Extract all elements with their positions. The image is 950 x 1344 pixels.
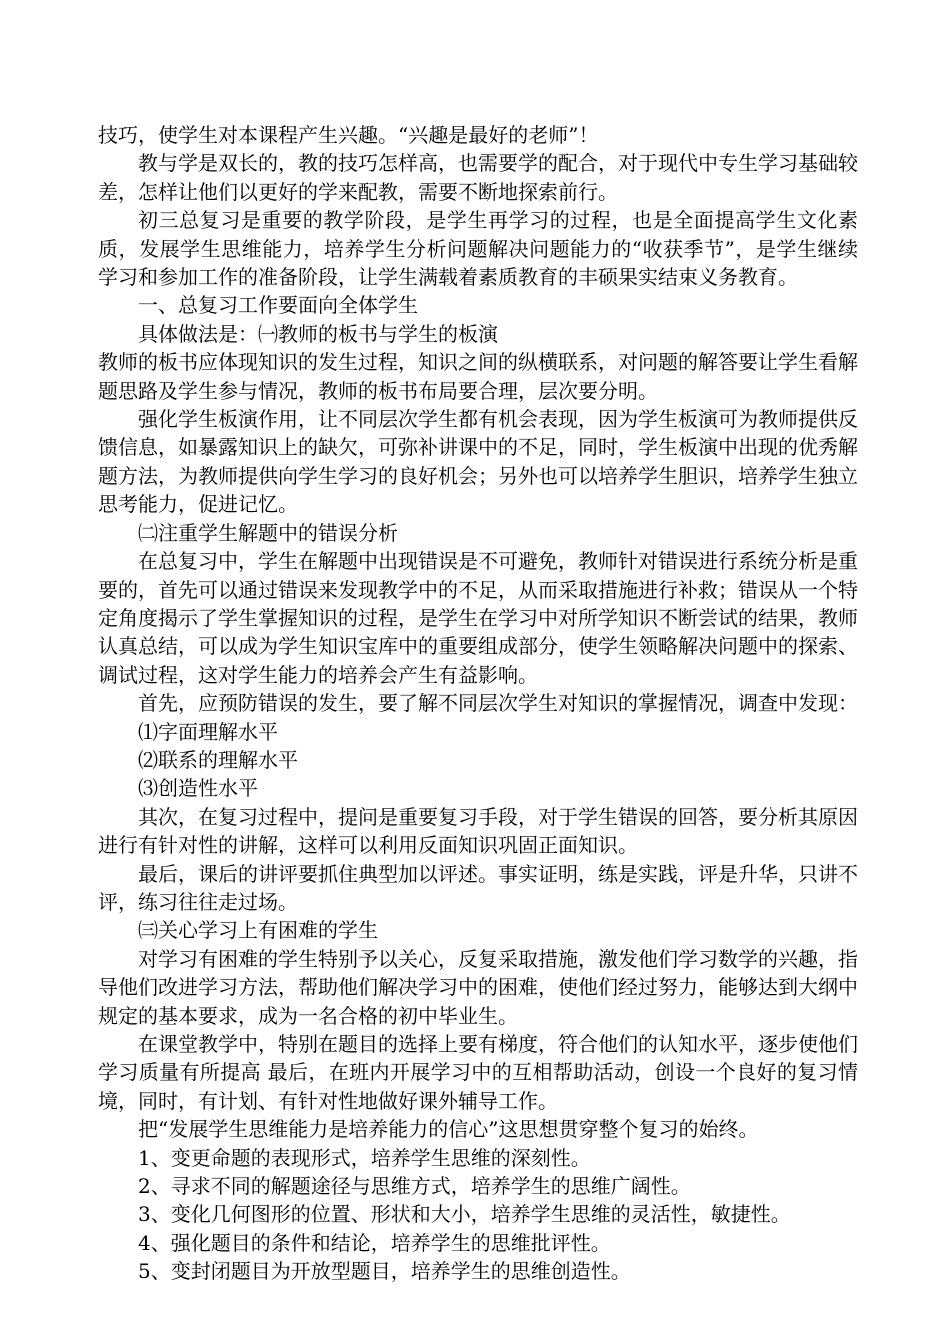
subheading-struggling-students: ㈢关心学习上有困难的学生: [138, 918, 378, 943]
paragraph-continuation: 技巧，使学生对本课程产生兴趣。“兴趣是最好的老师”！: [98, 123, 599, 147]
document-body: [98, 121, 858, 1286]
paragraph-classroom-teaching: 在课堂教学中，特别在题目的选择上要有梯度，符合他们的认知水平，逐步使他们学习质量有所提高 最后，在班内开展学习中的互相帮助活动，创设一个良好的复习情境，同时，有计划、有针对性地做好课外辅导工作。: [98, 1032, 858, 1113]
paragraph-care-struggling: 对学习有困难的学生特别予以关心，反复采取措施，激发他们学习数学的兴趣，指导他们改进学习方法，帮助他们解决学习中的困难，使他们经过努力，能够达到大纲中规定的基本要求，成为一名合格的初中毕业生。: [98, 946, 858, 1028]
paragraph-thinking-ability: 把“发展学生思维能力是培养能力的信心”这思想贯穿整个复习的始终。: [138, 1117, 759, 1142]
subheading-board-writing: 具体做法是：㈠教师的板书与学生的板演: [138, 321, 498, 346]
list-item-level-3: ⑶创造性水平: [138, 776, 258, 801]
paragraph-after-class-review: 最后，课后的讲评要抓住典型加以评述。事实证明，练是实践，评是升华，只讲不评，练习往往走过场。: [98, 861, 858, 914]
numbered-item-1: 1、变更命题的表现形式，培养学生思维的深刻性。: [138, 1145, 591, 1170]
paragraph-student-board-demo: 强化学生板演作用，让不同层次学生都有机会表现，因为学生板演可为教师提供反馈信息，如暴露知识上的缺欠，可弥补讲课中的不足，同时，学生板演中出现的优秀解题方法，为教师提供向学生学习的良好机会；另外也可以培养学生胆识，培养学生独立思考能力，促进记忆。: [98, 407, 858, 517]
numbered-item-2: 2、寻求不同的解题途径与思维方式，培养学生的思维广阔性。: [138, 1174, 691, 1199]
paragraph-teaching-cooperation: 教与学是双长的，教的技巧怎样高，也需要学的配合，对于现代中专生学习基础较差，怎样让他们以更好的学来配教，需要不断地探索前行。: [98, 151, 858, 204]
numbered-item-4: 4、强化题目的条件和结论，培养学生的思维批评性。: [138, 1230, 611, 1255]
paragraph-review-importance: 初三总复习是重要的教学阶段，是学生再学习的过程，也是全面提高学生文化素质，发展学生思维能力，培养学生分析问题解决问题能力的“收获季节”，是学生继续学习和参加工作的准备阶段，让学生满载着素质教育的丰硕果实结束义务教育。: [98, 208, 858, 290]
subheading-error-analysis: ㈡注重学生解题中的错误分析: [138, 520, 398, 545]
numbered-item-3: 3、变化几何图形的位置、形状和大小，培养学生思维的灵活性，敏捷性。: [138, 1202, 791, 1227]
list-item-level-2: ⑵联系的理解水平: [138, 747, 298, 772]
numbered-item-5: 5、变封闭题目为开放型题目，培养学生的思维创造性。: [138, 1259, 631, 1284]
paragraph-board-writing: 教师的板书应体现知识的发生过程，知识之间的纵横联系，对问题的解答要让学生看解题思路及学生参与情况，教师的板书布局要合理，层次要分明。: [98, 350, 858, 403]
list-item-level-1: ⑴字面理解水平: [138, 719, 278, 744]
paragraph-prevent-errors: 首先，应预防错误的发生，要了解不同层次学生对知识的掌握情况，调查中发现：: [138, 691, 858, 716]
paragraph-error-analysis: 在总复习中，学生在解题中出现错误是不可避免，教师针对错误进行系统分析是重要的，首先可以通过错误来发现教学中的不足，从而采取措施进行补救；错误从一个特定角度揭示了学生掌握知识的过程，是学生在学习中对所学知识不断尝试的结果，教师认真总结，可以成为学生知识宝库中的重要组成部分，使学生领略解决问题中的探索、调试过程，这对学生能力的培养会产生有益影响。: [98, 549, 858, 687]
section-heading-1: 一、总复习工作要面向全体学生: [138, 293, 418, 318]
paragraph-questioning: 其次，在复习过程中，提问是重要复习手段，对于学生错误的回答，要分析其原因进行有针对性的讲解，这样可以利用反面知识巩固正面知识。: [98, 804, 858, 858]
